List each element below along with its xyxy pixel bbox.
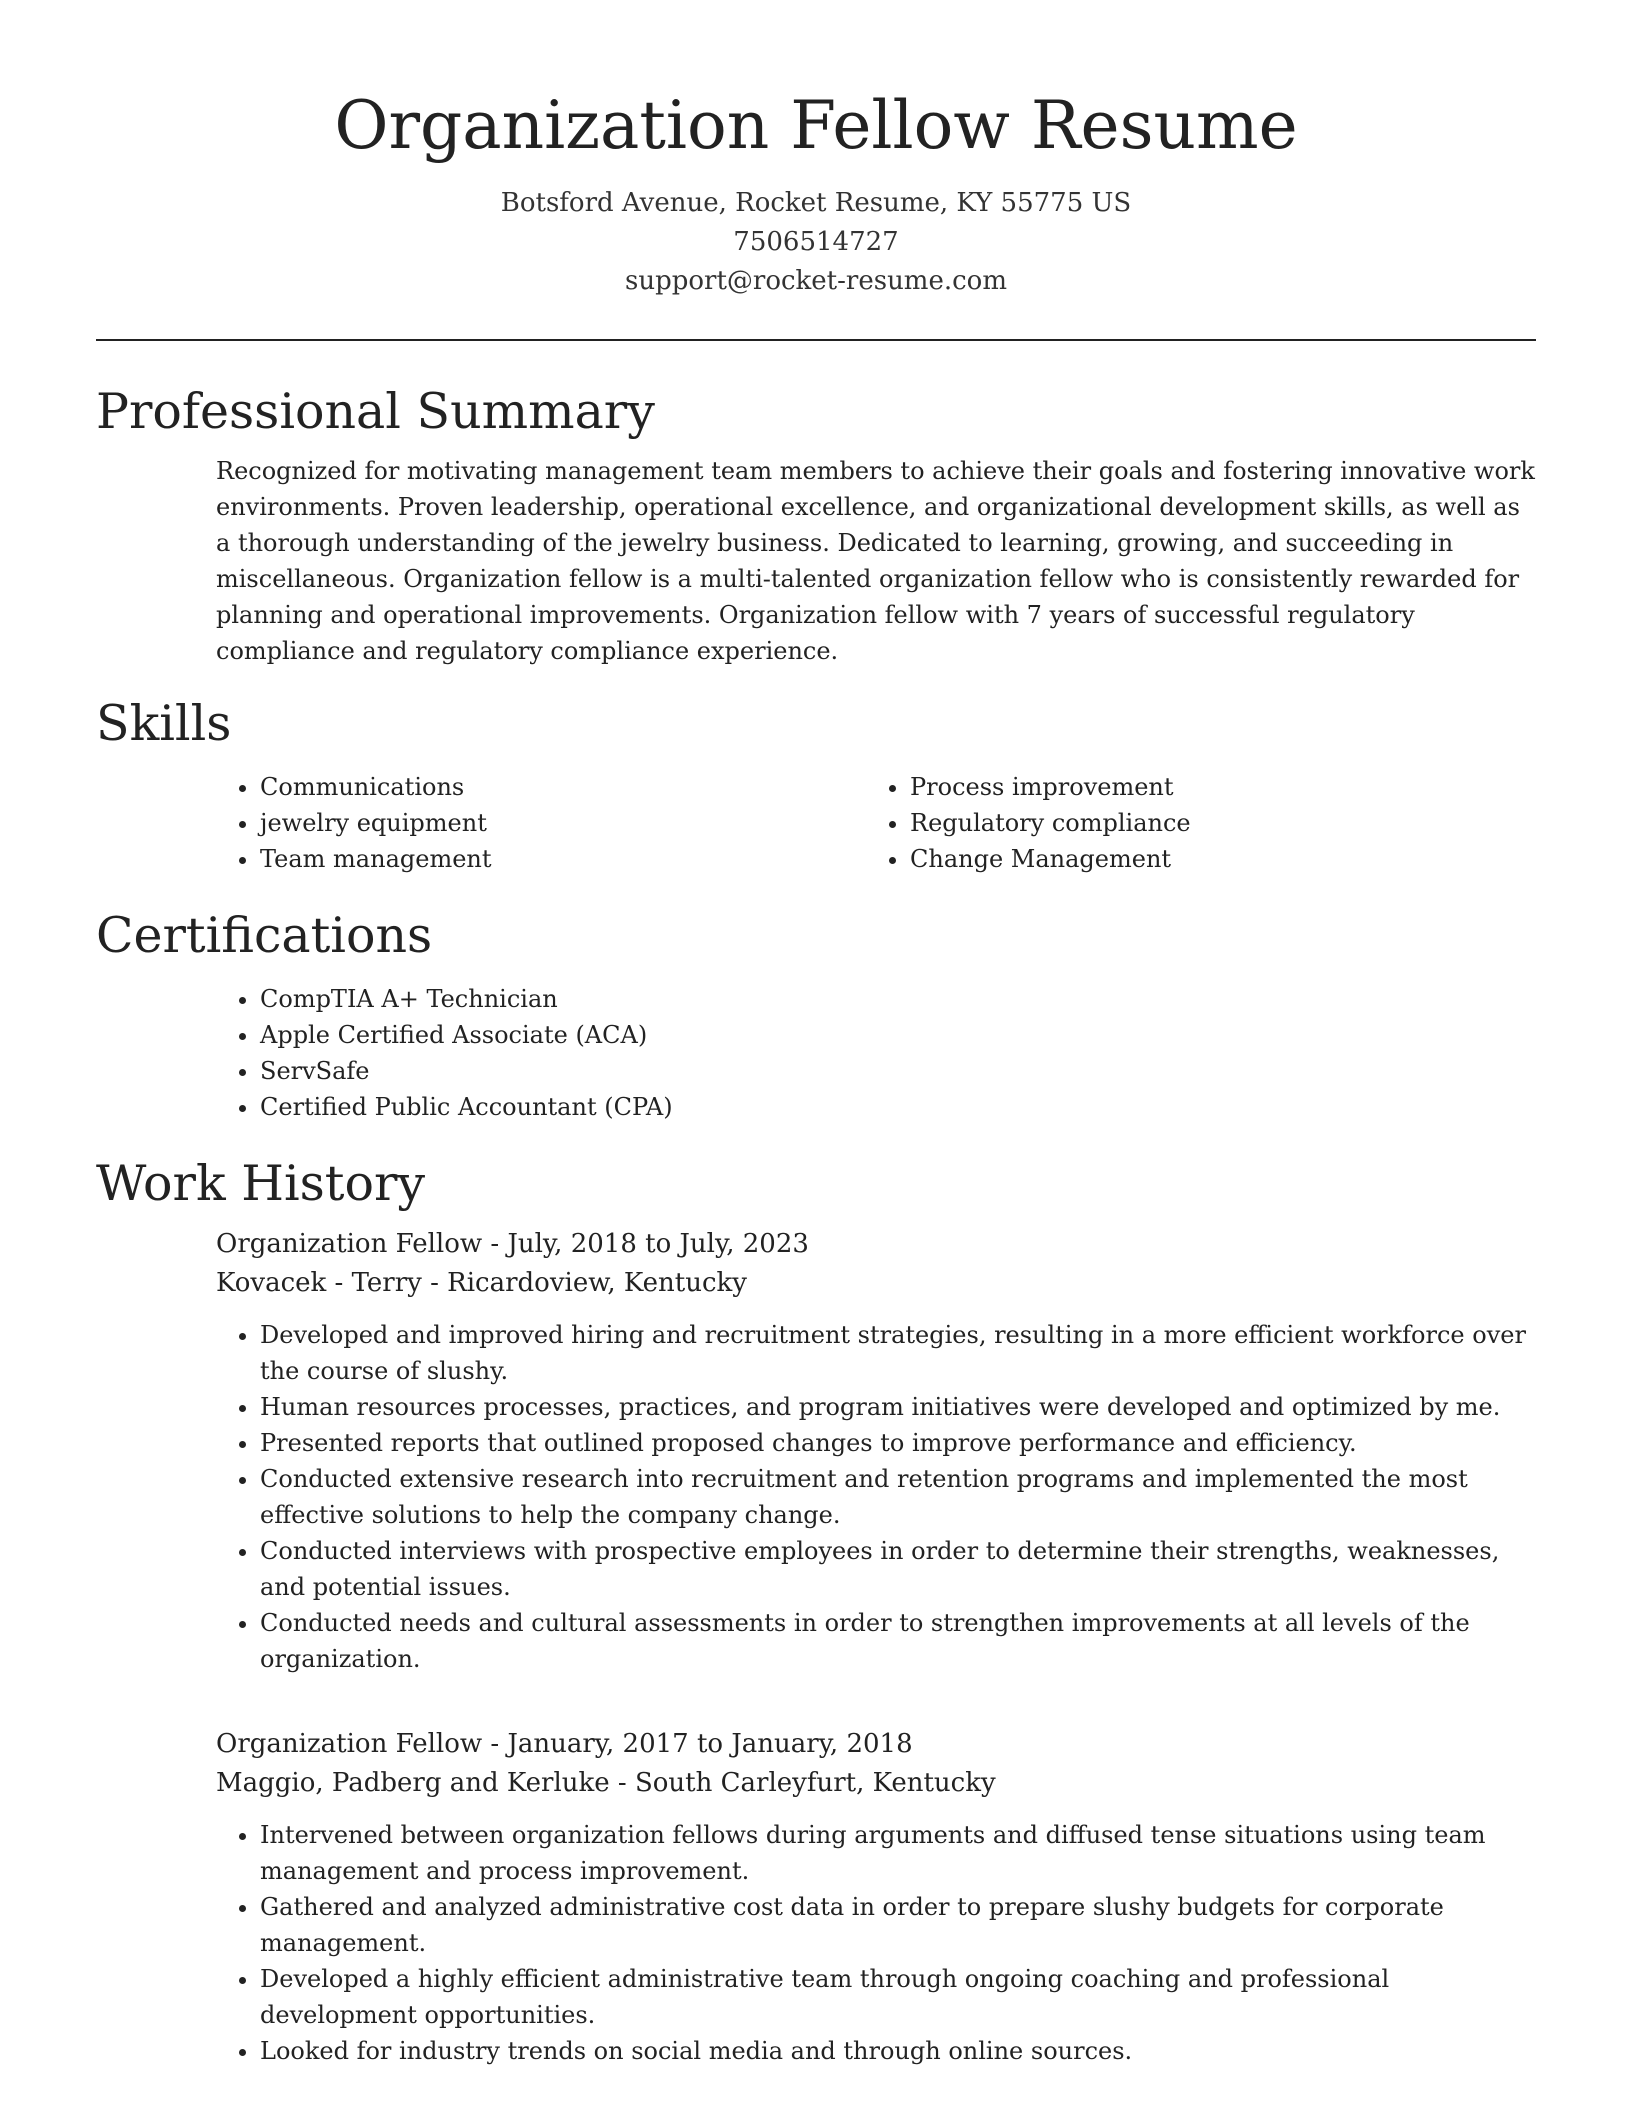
skill-item: • Process improvement xyxy=(910,769,1396,805)
job-location: - Ricardoview, Kentucky xyxy=(421,1268,747,1298)
certification-item: • ServSafe xyxy=(260,1053,1536,1089)
job-bullet: • Conducted needs and cultural assessments in order to strengthen improvements at all levels of the organization. xyxy=(260,1605,1536,1677)
header-divider xyxy=(96,339,1536,341)
job-position: Organization Fellow xyxy=(216,1229,483,1259)
job-title-line xyxy=(216,1225,1536,1264)
job-bullet: • Human resources processes, practices, and program initiatives were developed and optimized by me. xyxy=(260,1389,1536,1425)
job-title-line xyxy=(216,1725,1536,1764)
job-company: Kovacek - Terry xyxy=(216,1268,422,1298)
certifications-section xyxy=(96,905,1536,1125)
job-bullet: • Developed a highly efficient administrative team through ongoing coaching and professional development opportunities. xyxy=(260,1961,1536,2033)
contact-phone: 7506514727 xyxy=(733,227,899,257)
job-bullet: • Developed and improved hiring and recruitment strategies, resulting in a more efficient workforce over the course of slushy. xyxy=(260,1317,1536,1389)
contact-address: Botsford Avenue, Rocket Resume, KY 55775 US xyxy=(500,188,1132,218)
job-bullet: • Gathered and analyzed administrative cost data in order to prepare slushy budgets for corporate management. xyxy=(260,1889,1536,1961)
certifications-heading: Certifications xyxy=(96,907,433,964)
skills-list-right xyxy=(746,769,1396,877)
job-location: - South Carleyfurt, Kentucky xyxy=(609,1768,996,1798)
certification-item: • Apple Certified Associate (ACA) xyxy=(260,1017,1536,1053)
job-dates: - July, 2018 to July, 2023 xyxy=(482,1229,809,1259)
skills-grid xyxy=(96,769,1536,877)
resume-page xyxy=(96,0,1536,2069)
job-bullet: • Presented reports that outlined proposed changes to improve performance and efficiency. xyxy=(260,1425,1536,1461)
job-dates: - January, 2017 to January, 2018 xyxy=(482,1729,913,1759)
skill-item: • Change Management xyxy=(910,841,1396,877)
contact-email: support@rocket-resume.com xyxy=(624,266,1007,296)
summary-section xyxy=(96,381,1536,669)
job-company: Maggio, Padberg and Kerluke xyxy=(216,1768,610,1798)
skills-heading: Skills xyxy=(96,695,232,752)
skills-list-left xyxy=(96,769,746,877)
job-entry xyxy=(216,1725,1536,1803)
job-bullet: • Intervened between organization fellows during arguments and diffused tense situations using team management and process improvement. xyxy=(260,1817,1536,1889)
job-company-line xyxy=(216,1264,1536,1303)
job-bullet: • Conducted extensive research into recruitment and retention programs and implemented the most effective solutions to help the company change. xyxy=(260,1461,1536,1533)
job-bullet: • Conducted interviews with prospective employees in order to determine their strengths, weaknesses, and potential issues. xyxy=(260,1533,1536,1605)
certification-item: • CompTIA A+ Technician xyxy=(260,981,1536,1017)
work-history-heading: Work History xyxy=(96,1155,426,1212)
job-bullet-list xyxy=(96,1817,1536,2069)
resume-header xyxy=(96,0,1536,301)
job-bullet-list xyxy=(96,1317,1536,1677)
summary-text: Recognized for motivating management team members to achieve their goals and fostering innovative work environments. Proven leadership, operational excellence, and organizational development skills, as well as a thorough understanding of the jewelry business. Dedicated to learning, growing, and succeeding in miscellaneous. Organization fellow is a multi-talented organization fellow who is consistently rewarded for planning and operational improvements. Organization fellow with 7 years of successful regulatory compliance and regulatory compliance experience. xyxy=(216,457,1535,665)
skill-item: • jewelry equipment xyxy=(260,805,746,841)
job-bullet: • Looked for industry trends on social media and through online sources. xyxy=(260,2033,1536,2069)
certifications-list xyxy=(96,981,1536,1125)
job-position: Organization Fellow xyxy=(216,1729,483,1759)
resume-title: Organization Fellow Resume xyxy=(334,87,1298,164)
skills-section xyxy=(96,693,1536,877)
certification-item: • Certified Public Accountant (CPA) xyxy=(260,1089,1536,1125)
work-history-section xyxy=(96,1153,1536,2069)
skill-item: • Regulatory compliance xyxy=(910,805,1396,841)
skill-item: • Team management xyxy=(260,841,746,877)
skill-item: • Communications xyxy=(260,769,746,805)
job-company-line xyxy=(216,1764,1536,1803)
job-entry xyxy=(216,1225,1536,1303)
summary-heading: Professional Summary xyxy=(96,383,655,440)
